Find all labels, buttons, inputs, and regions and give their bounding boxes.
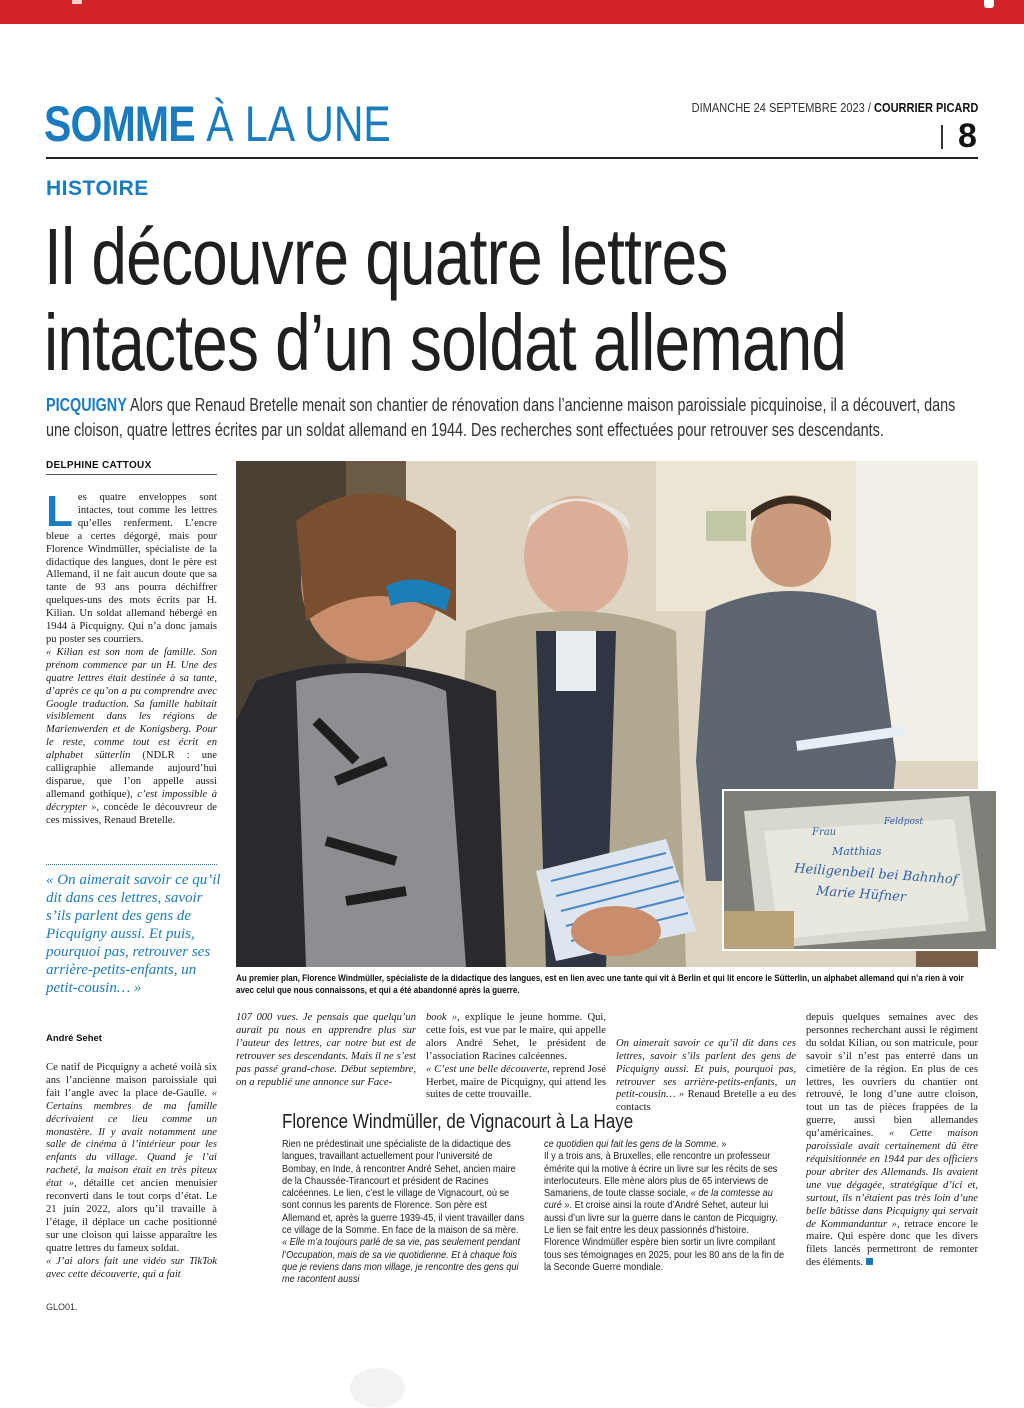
photo-caption: Au premier plan, Florence Windmüller, spécialiste de la didactique des langues, est en lien avec une tante qui vit à Berlin et qui lit encore le Sütterlin, un alphabet allemand qui n’a rien à voir avec celui que nous connaissons, et qui a été abandonné après la guerre. (236, 973, 964, 995)
page-number: 8 (958, 117, 977, 155)
drop-cap: L (46, 487, 73, 536)
section-header (44, 96, 391, 152)
rubric-label: HISTOIRE (46, 177, 149, 200)
envelope-line-4: Marie Hüfner (815, 883, 907, 906)
paragraph: , concède le découvreur de ces missives, Renaud Bretelle. (46, 801, 217, 826)
paragraph: Renaud Bretelle a eu des contacts (616, 1089, 796, 1114)
quote-text: « C’est une belle découverte (426, 1063, 548, 1075)
sidebar-box-column-1 (282, 1139, 525, 1287)
quote-text: « Elle m’a toujours parlé de sa vie, pas seulement pendant l’Occupation, mais de sa vie quotidienne. Et à chaque fois que je reviens dans mon village, je rencontre des gens qui me racontent aussi (282, 1237, 521, 1286)
paragraph: , détaille cet ancien menuisier reconverti dans le tout corps d’état. Le 21 juin 2022, alors qu’il travaille à l’étage, il déplace un cache positionné sur une cloison qui laisse apparaître les quatre lettres du fameux soldat. (46, 1178, 217, 1254)
byline-rule (46, 474, 217, 475)
quote-text: c’est impossible à décrypter » (46, 788, 217, 813)
article-column-5 (806, 1012, 978, 1270)
header-rule (46, 157, 978, 159)
paragraph: Il y a trois ans, à Bruxelles, elle rencontre un professeur émérite qui la motive à écrire un livre sur les récits de ses interlocuteurs. Elle mène alors plus de 65 interviews de Samariens, de toute classe sociale, (544, 1151, 778, 1200)
page-number-separator (941, 125, 943, 149)
paragraph: Ce natif de Picquigny a acheté voilà six ans l’ancienne maison paroissiale qui fait l’angle avec la place de-Gaulle. (46, 1062, 217, 1099)
section-name-bold: SOMME (44, 96, 195, 152)
lede-dateline: PICQUIGNY (46, 395, 127, 415)
quote-text: « Kilian est son nom de famille. Son prénom commence par un H. Une des quatre lettres était destinée à sa tante, d’après ce qu’on a pu comprendre avec Google traduction. Sa famille habitait visiblement dans les régions de Marienwerden et de Konigsberg. Pour le reste, comme tout est écrit en alphabet sütterlin (46, 646, 217, 762)
quote-text: « J’ai alors fait une vidéo sur TikTok avec cette découverte, qui a fait (46, 1255, 217, 1280)
quote-text: « de la comtesse au curé » (544, 1188, 773, 1212)
top-color-bar (0, 0, 1024, 24)
paragraph: , retrace encore le maire. Qui espère donc que les divers filets lancés permettront de remonter des éléments. (806, 1218, 978, 1269)
quote-text: ce quotidien qui fait les gens de la Somme. (544, 1139, 719, 1150)
article-column-1-continued (46, 1062, 217, 1281)
envelope-line-3: Heiligenbeil bei Bahnhof (793, 861, 959, 888)
paragraph: . Et croise ainsi la route d’André Sehet, auteur lui aussi d’un livre sur la guerre dans le canton de Picquigny. Le lien se fait entre les deux passionnés d’histoire. Florence Windmüller espère bien sortir un livre compilant tous ses témoignages en 2025, pour les 80 ans de la fin de la Seconde Guerre mondiale. (544, 1200, 785, 1273)
headline-line-1: Il découvre quatre lettres (44, 212, 728, 301)
paragraph: (NDLR : une calligraphie allemande aujourd’hui disparue, que l’on appelle aussi allemand gothique), (46, 750, 217, 800)
issue-date: DIMANCHE 24 SEPTEMBRE 2023 / (691, 100, 874, 115)
envelope-stamp: Feldpost (884, 817, 924, 827)
envelope-line-1: Frau (812, 827, 837, 838)
sidebar-box-column-2 (544, 1139, 787, 1274)
publication-name: COURRIER PICARD (873, 100, 978, 115)
article-column-3 (426, 1012, 606, 1102)
article-headline (44, 214, 924, 386)
dotted-separator (46, 864, 217, 865)
envelope-line-2: Matthias (832, 845, 882, 858)
article-column-2 (236, 1012, 416, 1089)
paragraph: » (718, 1139, 727, 1150)
paragraph: es quatre enveloppes sont intactes, tout comme les lettres qu’elles renferment. L’encre bleue a certes dégorgé, mais pour Florence Windmüller, spécialiste de la didactique des langues, dont le père est Allemand, il ne fait aucun doute que sa tante de 93 ans pourra déchiffrer quelques-uns des mots écrits par H. Kilian. Un soldat allemand hébergé en 1944 à Picquigny. Qui n’a donc jamais pu poster ses courriers. (46, 492, 217, 645)
article-column-4 (616, 1012, 796, 1115)
paragraph: , explique le jeune homme. Qui, cette fois, est vue par le maire, qui appelle alors André Sehet, le président de l’association Racines calcéennes. (426, 1012, 607, 1062)
column-spacer (616, 1012, 796, 1038)
page-folio: GLO01. (46, 1302, 78, 1312)
article-column-1 (46, 487, 217, 828)
quote-text: « Cette maison paroissiale avait certainement dû être réquisitionnée en 1944 par des officiers pour abriter des Allemands. Ils avaient une vue dégagée, stratégique d’ici et, surtout, ils n’étaient pas très loin d’une belle bâtisse dans Picquigny qui servait de Kommandantur » (806, 1128, 978, 1230)
quote-text: book » (426, 1012, 458, 1023)
lede-text: Alors que Renaud Bretelle menait son chantier de rénovation dans l’ancienne maison paroissiale picquinoise, il a découvert, dans une cloison, quatre lettres écrites par un soldat allemand en 1944. Des recherches sont effectuées pour retrouver ses descendants. (46, 395, 956, 440)
top-bar-mark (72, 0, 82, 4)
paragraph: , reprend José Herbet, maire de Picquigny, qui attend les suites de cette trouvaille. (426, 1063, 606, 1101)
headline-line-2: intactes d’un soldat allemand (44, 298, 847, 387)
inset-photo-envelopes (722, 789, 998, 951)
paragraph: depuis quelques semaines avec des personnes recherchant aussi le régiment du soldat Kilian, ou son matricule, pour savoir s’il n’est pas enterré dans un cimetière de la région. En plus de ces lettres, les ouvriers du chantier ont retrouvé, le long d’une autre cloison, tout un tas de pièces frappées de la guerre, aussi bien allemandes qu’américaines. (806, 1012, 978, 1140)
page-scroll-handle[interactable] (350, 1368, 405, 1408)
quote-text: On aimerait savoir ce qu’il dit dans ces lettres, savoir s’ils parlent des gens de Picquigny aussi. Et puis, pourquoi pas, retrouver ses arrière-petits-enfants, un petit-cousin… » (616, 1037, 796, 1101)
byline: DELPHINE CATTOUX (46, 460, 152, 471)
pull-quote: « On aimerait savoir ce qu’il dit dans ces lettres, savoir s’ils parlent des gens de Picquigny aussi. Et puis, pourquoi pas, retrouver ses arrière-petits-enfants, un petit-cousin… » (46, 872, 221, 996)
paragraph: Rien ne prédestinait une spécialiste de la didactique des langues, travaillant actuellement pour l’université de Bombay, en Inde, à rencontrer André Sehet, ancien maire de la Chaussée-Tirancourt et président de Racines calcéennes. Le lien, c’est le village de Vignacourt, où se sont connus les parents de Florence. Son père est Allemand et, après la guerre 1939-45, il vient travailler dans ce village de la Somme. En face de la maison de sa mère. (282, 1139, 525, 1237)
pull-quote-author: André Sehet (46, 1033, 102, 1044)
date-line (691, 100, 978, 115)
top-bar-notch (984, 0, 994, 8)
sidebar-box-title: Florence Windmüller, de Vignacourt à La Haye (282, 1111, 634, 1133)
end-of-article-square (866, 1258, 873, 1265)
section-name-light: À LA UNE (194, 96, 391, 152)
quote-text: « Certains membres de ma famille décrivaient ce lieu comme un monastère. Il y avait notamment une salle de cinéma à l’intérieur pour les enfants du village. Quand je l’ai racheté, la maison était en très piteux état » (46, 1087, 217, 1190)
quote-text: 107 000 vues. Je pensais que quelqu’un aurait pu nous en apprendre plus sur l’auteur des lettres, car notre but est de retrouver ses descendants. Mais il ne s’est pas passé grand-chose. Début septembre, on a republié une annonce sur Face- (236, 1012, 416, 1088)
article-lede (46, 393, 974, 443)
